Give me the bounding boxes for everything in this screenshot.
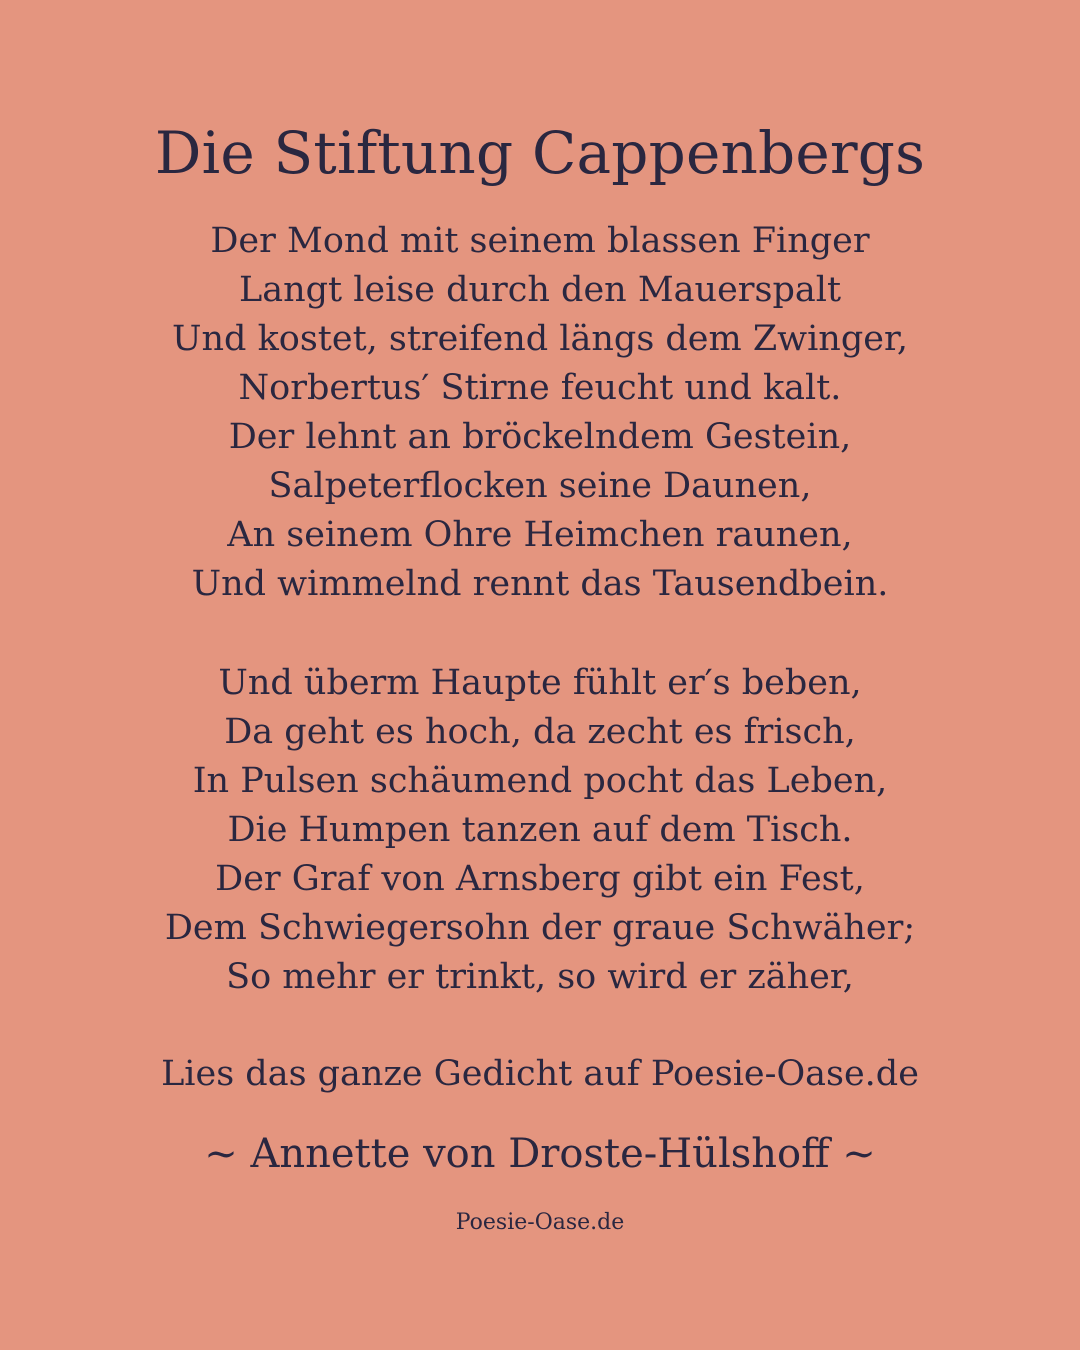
poem-line: Und wimmelnd rennt das Tausendbein. bbox=[191, 564, 889, 604]
poem-line: Der lehnt an bröckelndem Gestein, bbox=[228, 417, 852, 457]
poem-line: Der Mond mit seinem blassen Finger bbox=[210, 221, 870, 261]
poem-line: Und kostet, streifend längs dem Zwinger, bbox=[172, 319, 908, 359]
poem-line: Langt leise durch den Mauerspalt bbox=[238, 270, 842, 310]
poem-line: In Pulsen schäumend pocht das Leben, bbox=[192, 761, 888, 801]
poem-line: An seinem Ohre Heimchen raunen, bbox=[227, 515, 853, 555]
poem-line: Norbertus′ Stirne feucht und kalt. bbox=[238, 368, 842, 408]
poem-line: Salpeterflocken seine Daunen, bbox=[268, 466, 812, 506]
poem-line: So mehr er trinkt, so wird er zäher, bbox=[226, 957, 854, 997]
poem-line: Die Humpen tanzen auf dem Tisch. bbox=[227, 810, 853, 850]
poem-title: Die Stiftung Cappenbergs bbox=[154, 119, 926, 187]
poem-line: Der Graf von Arnsberg gibt ein Fest, bbox=[215, 859, 865, 899]
author-name: ~ Annette von Droste-Hülshoff ~ bbox=[204, 1131, 876, 1177]
poem-line: Und überm Haupte fühlt er′s beben, bbox=[218, 663, 862, 703]
stanza-1 bbox=[0, 217, 1080, 609]
read-more-text: Lies das ganze Gedicht auf Poesie-Oase.de bbox=[161, 1054, 919, 1094]
stanza-2 bbox=[0, 659, 1080, 1002]
footer-site-name: Poesie-Oase.de bbox=[455, 1210, 625, 1235]
poem-line: Dem Schwiegersohn der graue Schwäher; bbox=[164, 908, 916, 948]
poem-line: Da geht es hoch, da zecht es frisch, bbox=[224, 712, 856, 752]
